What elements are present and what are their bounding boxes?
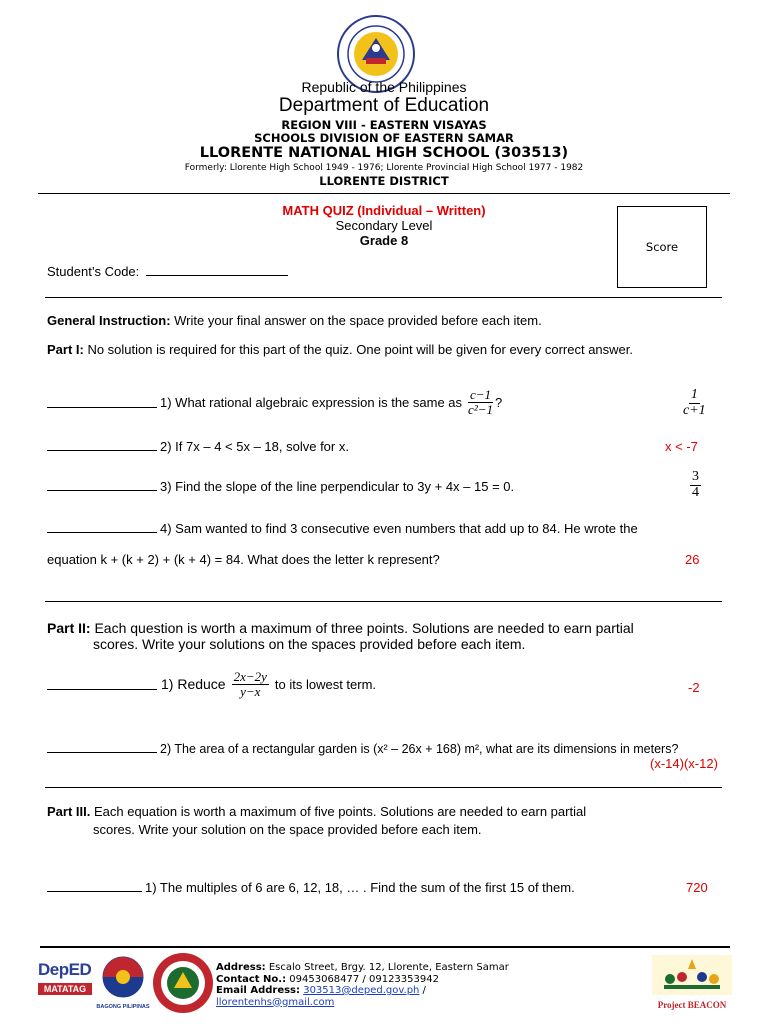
division-line: SCHOOLS DIVISION OF EASTERN SAMAR	[254, 131, 514, 145]
part2-instruction	[47, 620, 634, 636]
region-line: REGION VIII - EASTERN VISAYAS	[281, 118, 487, 132]
part3-question-1	[47, 880, 575, 895]
part3-label: Part III.	[47, 804, 91, 819]
quiz-level: Secondary Level	[335, 218, 433, 233]
fraction-numerator: c−1	[470, 387, 492, 402]
answer-1	[681, 388, 708, 418]
project-beacon-text: Project BEACON	[657, 1000, 727, 1010]
part2-answer-2: (x-14)(x-12)	[650, 756, 718, 771]
answer-numerator: 3	[692, 469, 699, 484]
answer-blank[interactable]	[47, 439, 157, 451]
district-line: LLORENTE DISTRICT	[319, 174, 449, 188]
school-name: LLORENTE NATIONAL HIGH SCHOOL (303513)	[199, 145, 569, 161]
student-code-label: Student’s Code:	[47, 264, 140, 279]
part1-question-2	[47, 439, 349, 454]
question-mark: ?	[495, 394, 503, 410]
part2-question-1	[47, 670, 376, 698]
answer-denominator: 4	[692, 484, 699, 500]
answer-2: x < -7	[665, 439, 698, 454]
part1-question-3	[47, 479, 514, 494]
answer-4: 26	[685, 552, 700, 567]
email-link-1[interactable]: 303513@deped.gov.ph	[303, 985, 420, 996]
part1-text: No solution is required for this part of the quiz. One point will be given for every correct answer.	[83, 342, 633, 357]
answer-blank[interactable]	[47, 479, 157, 491]
answer-blank[interactable]	[47, 521, 157, 533]
question-fraction	[232, 670, 269, 698]
part3-text: Each equation is worth a maximum of five points. Solutions are needed to earn partial	[90, 804, 587, 819]
footer-contact-no: Contact No.: 09453068477 / 09123353942	[216, 973, 439, 985]
formerly-line: Formerly: Llorente High School 1949 - 1976; Llorente Provincial High School 1977 - 1982	[184, 163, 584, 173]
general-instruction-label: General Instruction:	[47, 313, 171, 328]
question-text: 1) Reduce	[161, 676, 226, 693]
answer-blank[interactable]	[47, 396, 157, 408]
part1-question-4-line2: equation k + (k + 2) + (k + 4) = 84. What does the letter k represent?	[47, 552, 440, 567]
part1-instruction	[47, 342, 633, 357]
part3-instruction-line2: scores. Write your solution on the space provided before each item.	[93, 822, 482, 837]
answer-blank[interactable]	[47, 678, 157, 690]
project-beacon-icon	[652, 955, 732, 995]
question-fraction	[466, 388, 495, 416]
header-divider	[38, 193, 730, 194]
answer-blank[interactable]	[47, 741, 157, 753]
part2-instruction-line2: scores. Write your solutions on the spaces provided before each item.	[93, 636, 526, 652]
general-instruction	[47, 313, 542, 328]
part1-question-1	[47, 388, 502, 416]
answer-3	[690, 470, 701, 500]
answer-blank[interactable]	[47, 880, 142, 892]
question-text: 3) Find the slope of the line perpendicular to 3y + 4x – 15 = 0.	[160, 479, 515, 494]
project-beacon-logo	[652, 955, 732, 1010]
footer-contact	[216, 962, 509, 1008]
quiz-title: MATH QUIZ (Individual – Written)	[282, 203, 486, 218]
department-title: Department of Education	[278, 95, 490, 116]
student-code-input[interactable]	[146, 264, 288, 276]
part1-question-4	[47, 521, 638, 536]
section-divider-3	[45, 787, 722, 788]
bagong-pilipinas-logo	[95, 955, 151, 1011]
footer-divider	[40, 946, 730, 948]
part3-answer-1: 720	[686, 880, 708, 895]
deped-logo	[38, 960, 92, 1010]
footer-address: Address: Escalo Street, Brgy. 12, Llorente, Eastern Samar	[216, 962, 509, 973]
email-link-2[interactable]: llorentenhs@gmail.com	[216, 996, 335, 1008]
republic-line: Republic of the Philippines	[301, 79, 467, 95]
school-seal-icon	[152, 952, 214, 1014]
school-seal	[152, 952, 214, 1014]
answer-denominator: c+1	[683, 402, 706, 418]
question-text: 1) The multiples of 6 are 6, 12, 18, … . Find the sum of the first 15 of them.	[145, 880, 575, 895]
matatag-text: MATATAG	[38, 983, 92, 995]
student-code-row	[47, 264, 288, 279]
part2-question-2	[47, 741, 678, 756]
part1-label: Part I:	[47, 342, 84, 357]
fraction-denominator: y−x	[240, 683, 261, 699]
part2-answer-1: -2	[688, 680, 700, 695]
answer-numerator: 1	[690, 387, 698, 402]
question-text: 4) Sam wanted to find 3 consecutive even numbers that add up to 84. He wrote the	[160, 521, 638, 536]
bagong-text: BAGONG PILIPINAS	[96, 1004, 150, 1010]
section-divider-2	[45, 601, 722, 602]
deped-logo-text: DepED	[38, 960, 92, 979]
question-text: 2) The area of a rectangular garden is (x² – 26x + 168) m², what are its dimensions in meters?	[160, 742, 679, 756]
bagong-pilipinas-icon	[95, 955, 151, 999]
general-instruction-text: Write your final answer on the space provided before each item.	[170, 313, 542, 328]
question-text: 1) What rational algebraic expression is the same as	[160, 394, 463, 410]
score-label: Score	[645, 240, 679, 254]
question-text: 2) If 7x – 4 < 5x – 18, solve for x.	[160, 439, 349, 454]
quiz-grade: Grade 8	[359, 233, 409, 248]
fraction-numerator: 2x−2y	[233, 669, 267, 684]
score-box[interactable]	[617, 206, 707, 288]
part2-label: Part II:	[47, 620, 91, 636]
question-text-end: to its lowest term.	[274, 676, 377, 692]
part2-text: Each question is worth a maximum of three points. Solutions are needed to earn partial	[90, 620, 634, 636]
footer-email: Email Address: 303513@deped.gov.ph /	[216, 985, 426, 996]
section-divider-1	[45, 297, 722, 298]
part3-instruction	[47, 804, 586, 819]
fraction-denominator: c²−1	[468, 401, 493, 417]
